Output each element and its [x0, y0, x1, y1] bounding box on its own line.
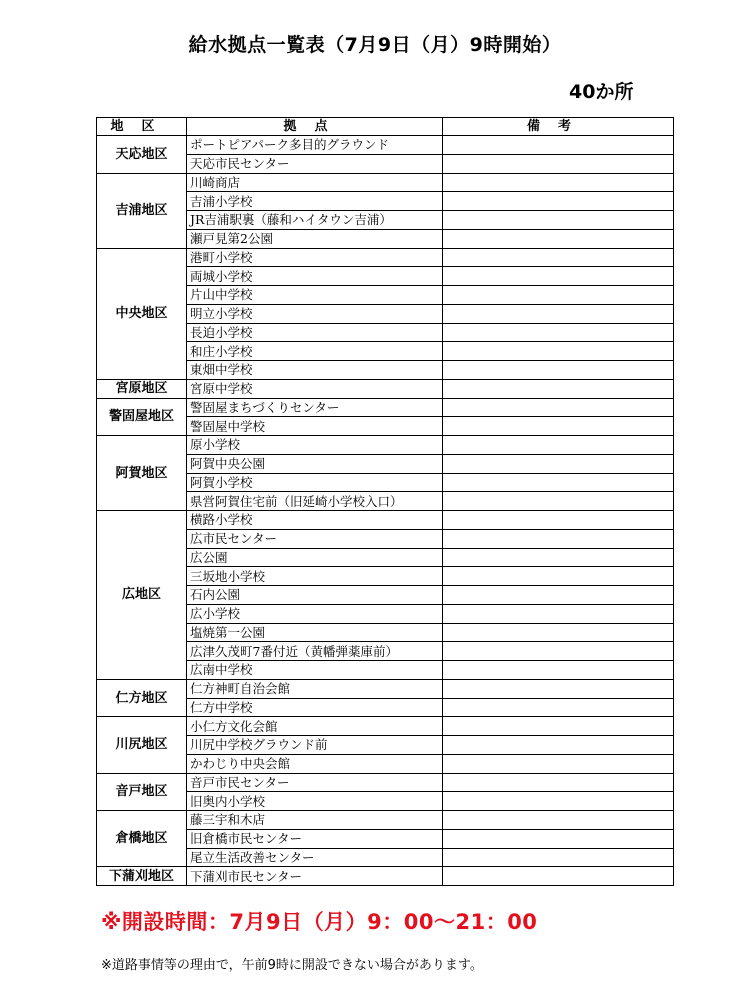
notes-cell: [443, 323, 674, 342]
site-name: 石内公園: [187, 586, 443, 605]
site-name: 音戸市民センター: [187, 773, 443, 792]
site-name: 尾立生活改善センター: [187, 848, 443, 867]
site-name: 広南中学校: [187, 661, 443, 680]
header-notes: 備考: [443, 118, 674, 136]
notes-cell: [443, 286, 674, 305]
table-row: [97, 679, 674, 698]
notes-cell: [443, 867, 674, 886]
district-name: 下蒲刈地区: [97, 867, 187, 886]
site-name: 仁方神町自治会館: [187, 679, 443, 698]
notes-cell: [443, 417, 674, 436]
notes-cell: [443, 342, 674, 361]
notes-cell: [443, 173, 674, 192]
table-row: [97, 717, 674, 736]
table-row: [97, 379, 674, 398]
footnote: ※道路事情等の理由で，午前9時に開設できない場合があります。: [101, 958, 483, 973]
district-name: 阿賀地区: [97, 436, 187, 511]
notes-cell: [443, 604, 674, 623]
water-supply-sites-table: [96, 117, 674, 886]
site-name: 警固屋中学校: [187, 417, 443, 436]
site-name: JR吉浦駅裏（藤和ハイタウン吉浦）: [187, 211, 443, 230]
notes-cell: [443, 511, 674, 530]
site-name: 川尻中学校グラウンド前: [187, 736, 443, 755]
site-name: 阿賀小学校: [187, 473, 443, 492]
table-row: [97, 773, 674, 792]
table-row: [97, 867, 674, 886]
notes-cell: [443, 229, 674, 248]
notes-cell: [443, 492, 674, 511]
notes-cell: [443, 829, 674, 848]
notes-cell: [443, 698, 674, 717]
notes-cell: [443, 436, 674, 455]
table-row: [97, 398, 674, 417]
notes-cell: [443, 454, 674, 473]
site-name: 片山中学校: [187, 286, 443, 305]
notes-cell: [443, 267, 674, 286]
district-name: 警固屋地区: [97, 398, 187, 436]
district-name: 川尻地区: [97, 717, 187, 773]
header-site: 拠点: [187, 118, 443, 136]
district-name: 中央地区: [97, 248, 187, 379]
notes-cell: [443, 773, 674, 792]
notes-cell: [443, 679, 674, 698]
district-name: 吉浦地区: [97, 173, 187, 248]
notes-cell: [443, 736, 674, 755]
site-name: 広市民センター: [187, 529, 443, 548]
site-name: 宮原中学校: [187, 379, 443, 398]
site-name: 旧倉橋市民センター: [187, 829, 443, 848]
table-body: [97, 136, 674, 886]
site-name: 両城小学校: [187, 267, 443, 286]
notes-cell: [443, 248, 674, 267]
table-row: [97, 511, 674, 530]
notes-cell: [443, 811, 674, 830]
notes-cell: [443, 398, 674, 417]
notes-cell: [443, 567, 674, 586]
table-row: [97, 136, 674, 155]
site-name: 瀬戸見第2公園: [187, 229, 443, 248]
notes-cell: [443, 473, 674, 492]
site-name: 天応市民センター: [187, 154, 443, 173]
district-name: 宮原地区: [97, 379, 187, 398]
district-name: 音戸地区: [97, 773, 187, 811]
notes-cell: [443, 623, 674, 642]
page-title: 給水拠点一覧表（7月9日（月）9時開始）: [188, 34, 562, 56]
district-name: 仁方地区: [97, 679, 187, 717]
site-name: 原小学校: [187, 436, 443, 455]
table-row: [97, 811, 674, 830]
notes-cell: [443, 792, 674, 811]
site-name: 藤三宇和木店: [187, 811, 443, 830]
notes-cell: [443, 642, 674, 661]
notes-cell: [443, 717, 674, 736]
notes-cell: [443, 661, 674, 680]
district-name: 広地区: [97, 511, 187, 680]
site-name: 広小学校: [187, 604, 443, 623]
district-name: 天応地区: [97, 136, 187, 174]
table-row: [97, 173, 674, 192]
table-header-row: [97, 118, 674, 136]
site-name: 仁方中学校: [187, 698, 443, 717]
site-name: 明立小学校: [187, 304, 443, 323]
notes-cell: [443, 211, 674, 230]
site-name: 阿賀中央公園: [187, 454, 443, 473]
site-name: 川崎商店: [187, 173, 443, 192]
site-name: 横路小学校: [187, 511, 443, 530]
notes-cell: [443, 548, 674, 567]
header-district: 地区: [97, 118, 187, 136]
notes-cell: [443, 192, 674, 211]
site-count: 40か所: [569, 81, 634, 103]
site-name: 塩焼第一公園: [187, 623, 443, 642]
site-name: 警固屋まちづくりセンター: [187, 398, 443, 417]
notes-cell: [443, 154, 674, 173]
table-row: [97, 436, 674, 455]
notes-cell: [443, 754, 674, 773]
site-name: 三坂地小学校: [187, 567, 443, 586]
site-name: 港町小学校: [187, 248, 443, 267]
site-name: 県営阿賀住宅前（旧延崎小学校入口）: [187, 492, 443, 511]
opening-hours-notice: ※開設時間：7月9日（月）9：00～21：00: [101, 910, 538, 934]
notes-cell: [443, 379, 674, 398]
notes-cell: [443, 529, 674, 548]
district-name: 倉橋地区: [97, 811, 187, 867]
site-name: ポートピアパーク多目的グラウンド: [187, 136, 443, 155]
site-name: 東畑中学校: [187, 361, 443, 380]
site-name: 吉浦小学校: [187, 192, 443, 211]
table-row: [97, 248, 674, 267]
site-name: かわじり中央会館: [187, 754, 443, 773]
site-name: 広津久茂町7番付近（黄幡弾薬庫前）: [187, 642, 443, 661]
site-name: 広公園: [187, 548, 443, 567]
site-name: 小仁方文化会館: [187, 717, 443, 736]
site-name: 下蒲刈市民センター: [187, 867, 443, 886]
site-name: 旧奥内小学校: [187, 792, 443, 811]
notes-cell: [443, 136, 674, 155]
notes-cell: [443, 848, 674, 867]
notes-cell: [443, 361, 674, 380]
site-name: 和庄小学校: [187, 342, 443, 361]
notes-cell: [443, 586, 674, 605]
notes-cell: [443, 304, 674, 323]
site-name: 長迫小学校: [187, 323, 443, 342]
